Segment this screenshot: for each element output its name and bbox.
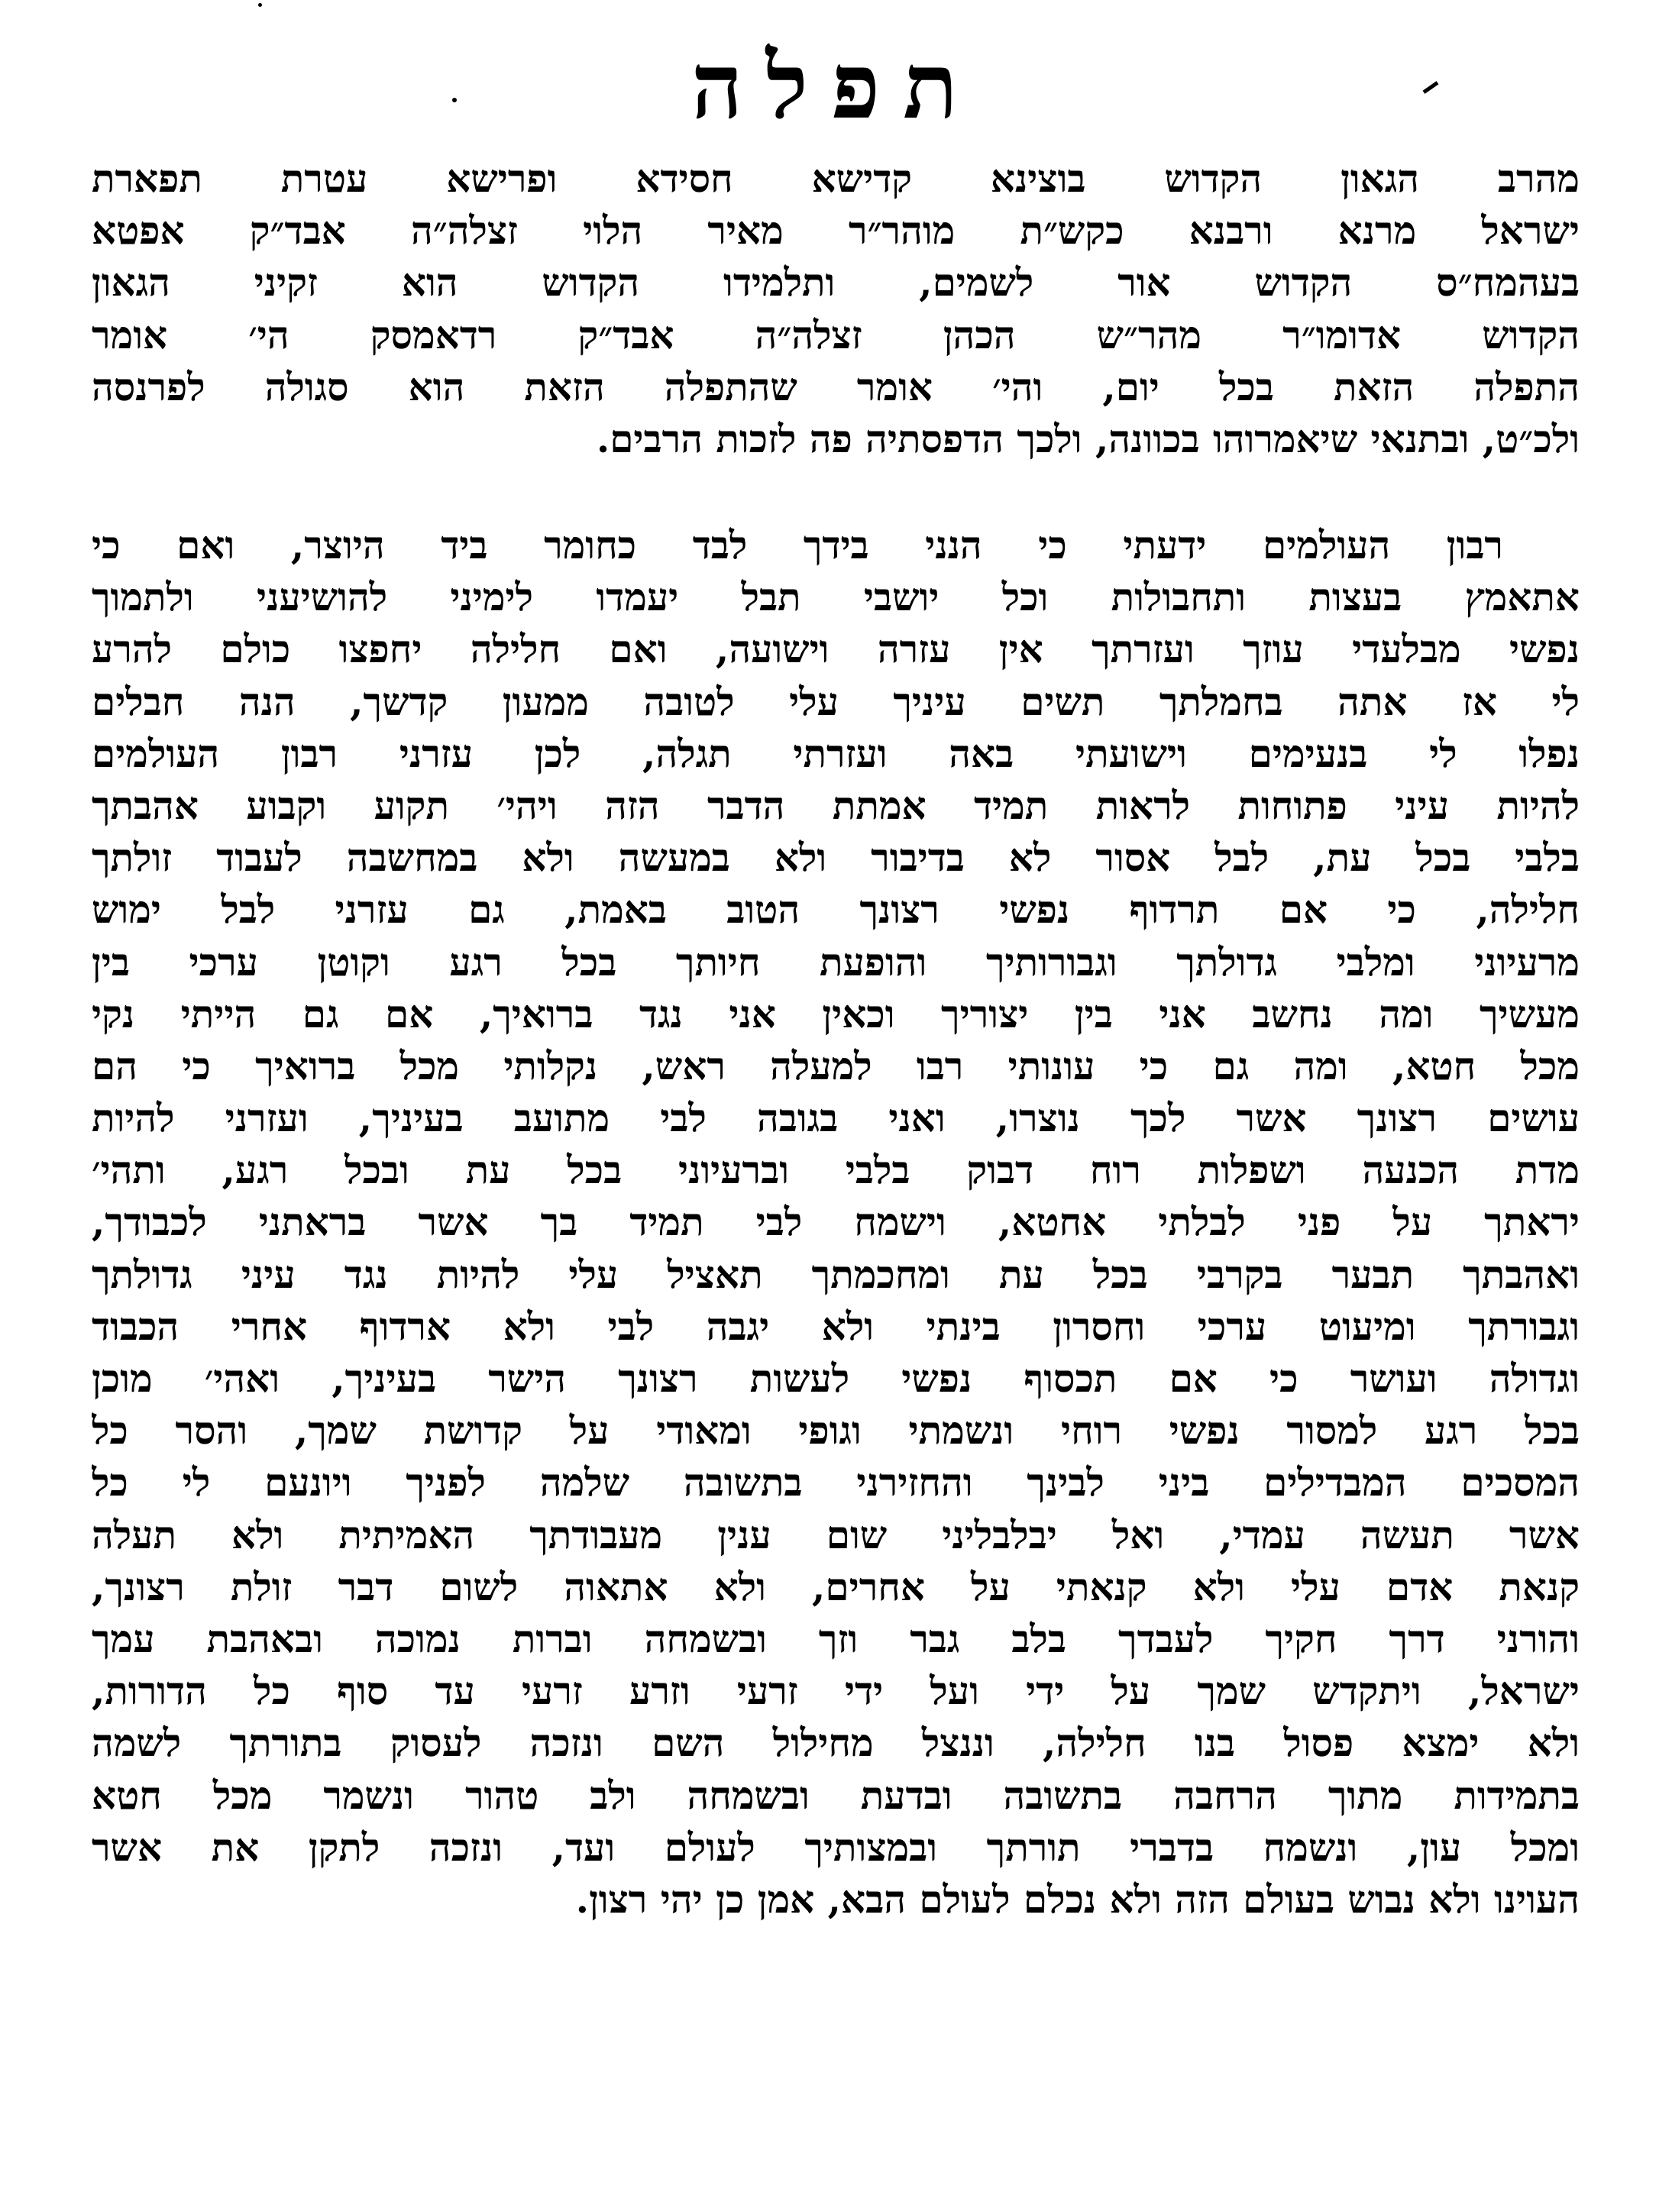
prayer-line: נפשי מבלעדי עוזך ועזרתך אין עזרה וישועה, ואם חלילה יחפצו כולם להרע xyxy=(92,626,1580,672)
prayer-line: העוינו ולא נבוש בעולם הזה ולא נכלם לעולם הבא, אמן כן יהי רצון. xyxy=(575,1876,1580,1922)
prayer-line: אשר תעשה עמדי, ואל יבלבליני שום ענין מעבודתך האמיתית ולא תעלה xyxy=(92,1512,1580,1557)
prayer-line: בלבי בכל עת, לבל אסור לא בדיבור ולא במעשה ולא במחשבה לעבוד זולתך xyxy=(92,835,1580,881)
prayer-line: בכל רגע למסור נפשי רוחי ונשמתי וגופי ומאודי על קדושת שמך, והסר כל xyxy=(92,1408,1580,1454)
intro-line: מהרב הגאון הקדוש בוצינא קדישא חסידא ופרישא עטרת תפארת xyxy=(92,156,1580,201)
prayer-line: ישראל, ויתקדש שמך על ידי ועל ידי זרעי וזרע זרעי עד סוף כל הדורות, xyxy=(92,1668,1580,1714)
prayer-line: רבון העולמים ידעתי כי הנני בידך לבד כחומר ביד היוצר, ואם כי xyxy=(92,522,1503,568)
intro-line: בעהמח״ס הקדוש אור לשמים, ותלמידו הקדוש הוא זקיני הגאון xyxy=(92,260,1580,306)
intro-line: הקדוש אדומו״ר מהר״ש הכהן זצלה״ה אבד״ק רדאמסק הי׳ אומר xyxy=(92,312,1580,357)
prayer-line: וגבורתך ומיעוט ערכי וחסרון בינתי ולא יגבה לבי ולא ארדוף אחרי הכבוד xyxy=(92,1303,1580,1349)
prayer-line: יראתך על פני לבלתי אחטא, וישמח לבי תמיד בך אשר בראתני לכבודך, xyxy=(92,1199,1580,1245)
prayer-line: חלילה, כי אם תרדוף נפשי רצונך הטוב באמת, גם עזרני לבל ימוש xyxy=(92,887,1580,933)
prayer-line: אתאמץ בעצות ותחבולות וכל יושבי תבל יעמדו לימיני להושיעני ולתמוך xyxy=(92,574,1580,620)
page-title: תפלה xyxy=(690,33,982,139)
ink-speck xyxy=(258,3,262,7)
prayer-line: מדת הכנעה ושפלות רוח דבוק בלבי וברעיוני בכל עת ובכל רגע, ותהי׳ xyxy=(92,1147,1580,1193)
prayer-line: ולא ימצא פסול בנו חלילה, וננצל מחילול השם ונזכה לעסוק בתורתך לשמה xyxy=(92,1720,1580,1766)
intro-line: התפלה הזאת בכל יום, והי׳ אומר שהתפלה הזאת הוא סגולה לפרנסה xyxy=(92,364,1580,409)
prayer-line: והורני דרך חקיך לעבדך בלב גבר וזך ובשמחה וברות נמוכה ובאהבת עמך xyxy=(92,1615,1580,1661)
prayer-line: המסכים המבדילים ביני לבינך והחזירני בתשובה שלמה לפניך ויונעם לי כל xyxy=(92,1460,1580,1505)
prayer-line: עושים רצונך אשר לכך נוצרו, ואני בגובה לבי מתועב בעיניך, ועזרני להיות xyxy=(92,1095,1580,1141)
prayer-line: קנאת אדם עלי ולא קנאתי על אחרים, ולא אתאוה לשום דבר זולת רצונך, xyxy=(92,1564,1580,1609)
prayer-line: לי אז אתה בחמלתך תשים עיניך עלי לטובה ממעון קדשך, הנה חבלים xyxy=(92,678,1580,724)
prayer-line: מרעיוני ומלבי גדולתך וגבורותיך והופעת חיותך בכל רגע וקוטן ערכי בין xyxy=(92,939,1580,985)
prayer-paragraph xyxy=(92,519,1580,1926)
prayer-line: בתמידות מתוך הרחבה בתשובה ובדעת ובשמחה ולב טהור ונשמר מכל חטא xyxy=(92,1772,1580,1818)
prayer-line: מעשיך ומה נחשב אני בין יצוריך וכאין אני נגד ברואיך, אם גם הייתי נקי xyxy=(92,991,1580,1036)
prayer-line: נפלו לי בנעימים וישועתי באה ועזרתי תגלה, לכן עזרני רבון העולמים xyxy=(92,730,1580,776)
intro-line: ולכ״ט, ובתנאי שיאמרוהו בכוונה, ולכך הדפסתיה פה לזכות הרבים. xyxy=(596,416,1580,461)
prayer-line: מכל חטא, ומה גם כי עונותי רבו למעלה ראש, נקלותי מכל ברואיך כי הם xyxy=(92,1043,1580,1088)
intro-paragraph xyxy=(92,153,1580,465)
prayer-line: ומכל עון, ונשמח בדברי תורתך ובמצותיך לעולם ועד, ונזכה לתקן את אשר xyxy=(92,1824,1580,1870)
prayer-line: וגדולה ועושר כי אם תכסוף נפשי לעשות רצונך הישר בעיניך, ואהי׳ מוכן xyxy=(92,1356,1580,1401)
prayer-line: להיות עיני פתוחות לראות תמיד אמתת הדבר הזה ויהי׳ תקוע וקבוע אהבתך xyxy=(92,782,1580,828)
intro-line: ישראל מרנא ורבנא כקש״ת מוהר״ר מאיר הלוי זצלה״ה אבד״ק אפטא xyxy=(92,208,1580,254)
prayer-line: ואהבתך תבער בקרבי בכל עת ומחכמתך תאציל עלי להיות נגד עיני גדולתך xyxy=(92,1251,1580,1297)
